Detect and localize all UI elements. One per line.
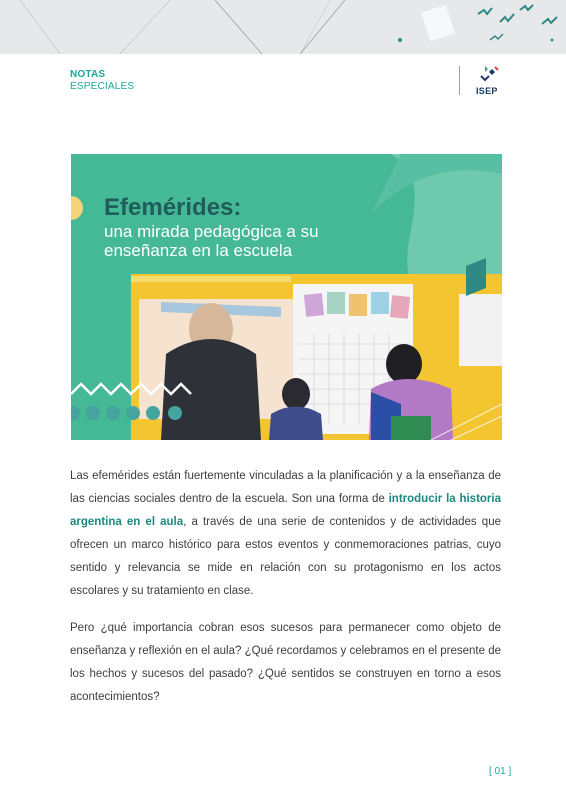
article-paragraph-1 — [70, 465, 501, 603]
section-label: NOTAS — [70, 69, 106, 80]
logo-icon — [477, 64, 505, 84]
section-sublabel: ESPECIALES — [70, 81, 135, 92]
top-banner — [0, 0, 566, 54]
highlight-text: introducir la historia argentina en el aula — [70, 493, 501, 528]
banner-decoration — [0, 0, 566, 54]
page-number: [ 01 ] — [489, 766, 512, 777]
isep-logo — [473, 64, 509, 98]
hero-image — [71, 154, 502, 440]
paragraph-1-text-a: Las efemérides están fuertemente vinculadas a la planificación y a la enseñanza de las ciencias sociales dentro de la escuela. Son una forma de — [70, 470, 501, 505]
article-paragraph-2: Pero ¿qué importancia cobran esos sucesos para permanecer como objeto de enseñanza y reflexión en el aula? ¿Qué recordamos y celebramos en el presente de los hechos y sucesos del pasado? ¿Qué sentidos se construyen en torno a esos acontecimientos? — [70, 622, 501, 703]
header-divider — [459, 66, 460, 95]
hero-title: Efemérides: — [104, 194, 242, 221]
logo-text: ISEP — [476, 86, 498, 96]
paragraph-1-text-b: , a través de una serie de contenidos y de actividades que ofrecen un marco histórico para estos eventos y conmemoraciones patrias, cuyo sentido y relevancia se mide en relación con su protagonismo en los actos escolares y su tratamiento en clase. — [70, 516, 501, 597]
hero-subtitle: una mirada pedagógica a su enseñanza en la escuela — [104, 222, 319, 260]
